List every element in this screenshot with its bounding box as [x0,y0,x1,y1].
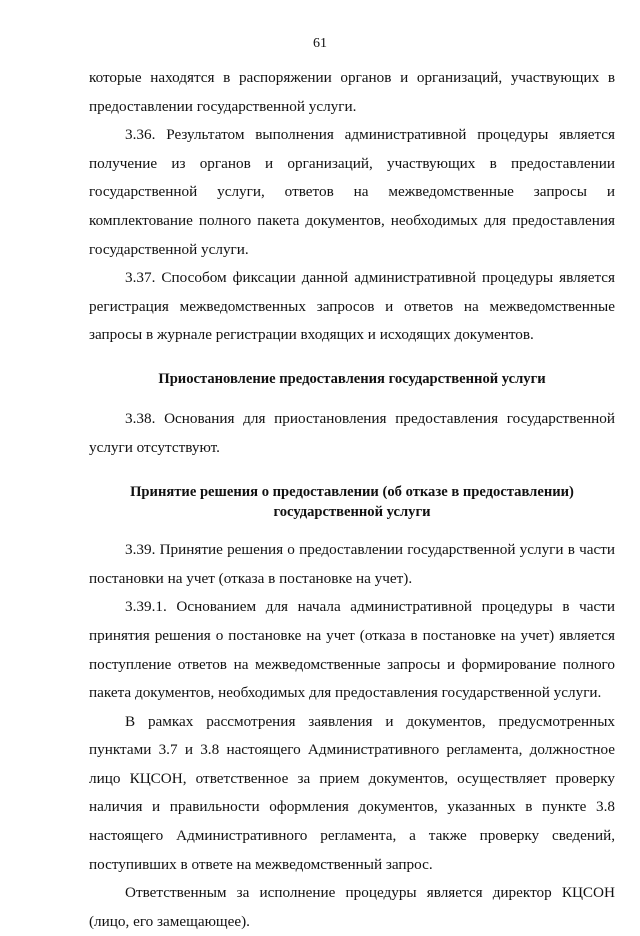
document-body [89,64,615,936]
paragraph-review: В рамках рассмотрения заявления и документов, предусмотренных пунктами 3.7 и 3.8 настоящего Административного регламента, должностное лицо КЦСОН, ответственное за прием документов, осуществляет проверку наличия и правильности оформления документов, указанных в пункте 3.8 настоящего Административного регламента, а также проверку сведений, поступивших в ответе на межведомственный запрос. [89,712,615,873]
paragraph-3-38: 3.38. Основания для приостановления предоставления государственной услуги отсутствуют. [89,409,615,456]
page-number: 61 [313,36,327,51]
section-heading-decision-line-2: государственной услуги [273,504,431,521]
paragraph-continuation: которые находятся в распоряжении органов и организаций, участвующих в предоставлении государственной услуги. [89,69,615,115]
paragraph-3-39-1: 3.39.1. Основанием для начала административной процедуры в части принятия решения о постановке на учет (отказа в постановке на учет) является поступление ответов на межведомственные запросы и формирование полного пакета документов, необходимых для предоставления государственной услуги. [89,598,615,702]
section-heading-suspension: Приостановление предоставления государственной услуги [158,370,546,387]
section-heading-decision-line-1: Принятие решения о предоставлении (об отказе в предоставлении) [130,484,574,501]
paragraph-3-39: 3.39. Принятие решения о предоставлении государственной услуги в части постановки на учет (отказа в постановке на учет). [89,541,615,587]
paragraph-responsible: Ответственным за исполнение процедуры является директор КЦСОН (лицо, его замещающее). [89,884,615,930]
paragraph-3-36: 3.36. Результатом выполнения административной процедуры является получение из органов и организаций, участвующих в предоставлении государственной услуги, ответов на межведомственные запросы и комплектование полного пакета документов, необходимых для предоставления государственной услуги. [89,126,615,258]
paragraph-3-37: 3.37. Способом фиксации данной административной процедуры является регистрация межведомственных запросов и ответов на межведомственные запросы в журнале регистрации входящих и исходящих документов. [89,269,615,344]
